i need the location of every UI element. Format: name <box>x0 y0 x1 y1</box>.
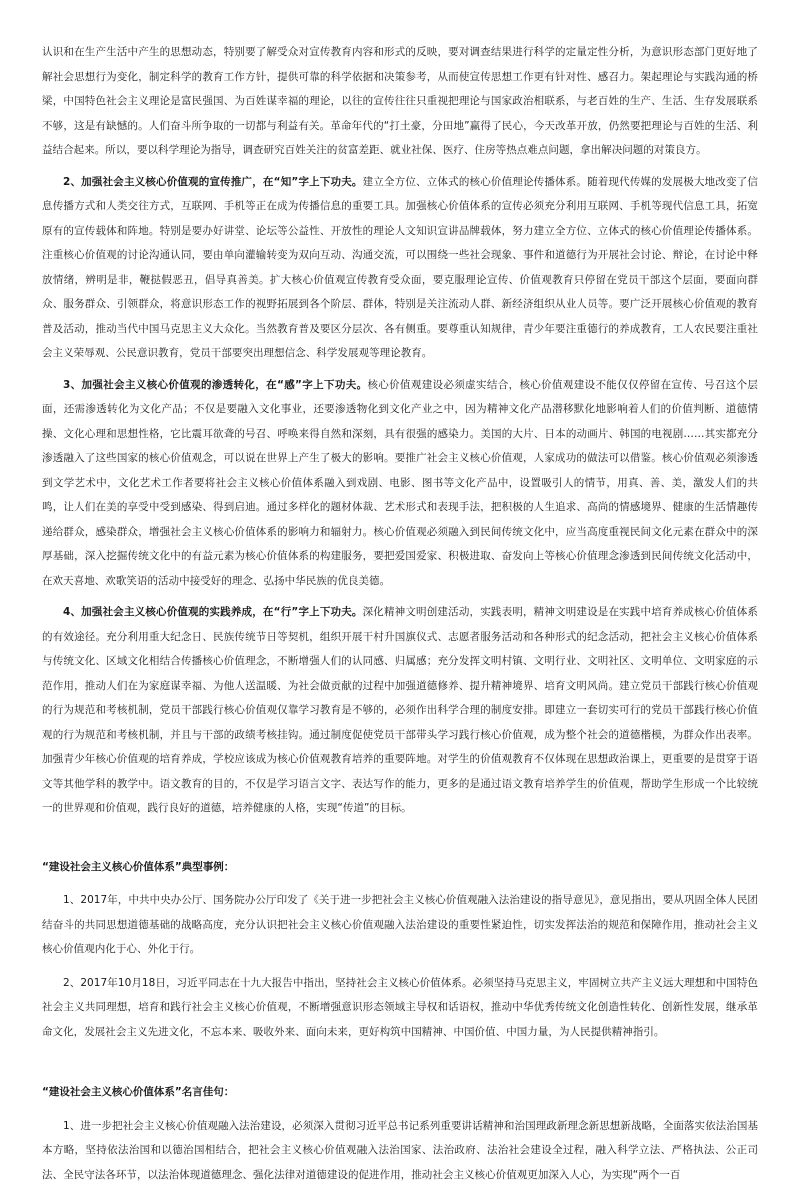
point-body-4: 深化精神文明创建活动，实践表明，精神文明建设是在实践中培育养成核心价值体系的有效途径。充分利用重大纪念日、民族传统节日等契机，组织开展干村升国旗仪式、志愿者服务活动和各种形式的纪念活动，把社会主义核心价值体系与传统文化、区域文化相结合传播核心价值理念，不断增强人们的认同感、归属感；充分发挥文明村镇、文明行业、文明社区、文明单位、文明家庭的示范作用，推动人们在为家庭谋幸福、为他人送温暖、为社会做贡献的过程中加强道德修养、提升精神境界、培育文明风尚。建立党员干部践行核心价值观的行为规范和考核机制，党员干部践行核心价值观仅靠学习教育是不够的，必须作出科学合理的制度安排。即建立一套切实可行的党员干部践行核心价值观的行为规范和考核机制，并且与干部的政绩考核挂钩。通过制度促使党员干部带头学习践行核心价值观，成为整个社会的道德楷模，为群众作出表率。加强青少年核心价值观的培育养成，学校应该成为核心价值观教育培养的重要阵地。对学生的价值观教育不仅体现在思想政治课上，更重要的是贯穿于语文等其他学科的教学中。语文教育的目的，不仅是学习语言文字、表达写作的能力，更多的是通过语文教育培养学生的价值观，帮助学生形成一个比较统一的世界观和价值观，践行良好的道德，培养健康的人格，实现“传道”的目标。 <box>42 606 758 814</box>
quotes-section-heading: “建设社会主义核心价值体系”名言佳句： <box>42 1080 758 1105</box>
case-item-1: 1、2017年，中共中央办公厅、国务院办公厅印发了《关于进一步把社会主义核心价值观融入法治建设的指导意见》，意见指出，要从巩固全体人民团结奋斗的共同思想道德基础的战略高度，充分认识把社会主义核心价值观融入法治建设的重要性紧迫性，切实发挥法治的规范和保障作用，推动社会主义核心价值观内化于心、外化于行。 <box>42 888 758 962</box>
point-title-2: 2、加强社会主义核心价值观的宣传推广，在“知”字上下功夫。 <box>63 176 363 188</box>
quote-item-1: 1、进一步把社会主义核心价值观融入法治建设，必须深入贯彻习近平总书记系列重要讲话精神和治国理政新理念新思想新战略，全面落实依法治国基本方略，坚持依法治国和以德治国相结合，把社会主义核心价值观融入法治国家、法治政府、法治社会建设全过程，融入科学立法、严格执法、公正司法、全民守法各环节，以法治体现道德理念、强化法律对道德建设的促进作用，推动社会主义核心价值观更加深入人心，为实现“两个一百 <box>42 1114 758 1187</box>
point-body-2: 建立全方位、立体式的核心价值理论传播体系。随着现代传媒的发展极大地改变了信息传播方式和人类交往方式，互联网、手机等正在成为传播信息的重要工具。加强核心价值体系的宣传必须充分利用互联网、手机等现代信息工具，拓宽原有的宣传载体和阵地。特别是要办好讲堂、论坛等公益性、开放性的理论人文知识宣讲品牌载体，努力建立全方位、立体式的核心价值理论传播体系。注重核心价值观的讨论沟通认同，要由单向灌输转变为双向互动、沟通交流，可以围绕一些社会现象、事件和道德行为开展社会讨论、辩论，在讨论中释放情绪，辨明是非，鞭挞假恶丑，倡导真善美。扩大核心价值观宣传教育受众面，要克服理论宣传、价值观教育只停留在党员干部这个层面，要面向群众、服务群众、引领群众，将意识形态工作的视野拓展到各个阶层、群体，特别是关注流动人群、新经济组织从业人员等。要广泛开展核心价值观的教育普及活动，推动当代中国马克思主义大众化。当然教育普及要区分层次、各有侧重。要尊重认知规律，青少年要注重德行的养成教育，工人农民要注重社会主义荣辱观、公民意识教育，党员干部要突出理想信念、科学发展观等理论教育。 <box>42 176 758 360</box>
point-paragraph-3 <box>42 373 758 594</box>
intro-paragraph: 认识和在生产生活中产生的思想动态，特别要了解受众对宣传教育内容和形式的反映，要对调查结果进行科学的定量定性分析，为意识形态部门更好地了解社会思想行为变化，制定科学的教育工作方针，提供可靠的科学依据和决策参考，从而使宣传思想工作更有针对性、感召力。架起理论与实践沟通的桥梁，中国特色社会主义理论是富民强国、为百姓谋幸福的理论，以往的宣传往往只重视把理论与国家政治相联系，与老百姓的生产、生活、生存发展联系不够，这是有缺憾的。人们奋斗所争取的一切都与利益有关。革命年代的“打土豪，分田地”赢得了民心，今天改革开放，仍然要把理论与百姓的生活、利益结合起来。所以，要以科学理论为指导，调查研究百姓关注的贫富差距、就业社保、医疗、住房等热点难点问题，拿出解决问题的对策良方。 <box>42 40 758 163</box>
document-page <box>42 40 758 1187</box>
point-title-3: 3、加强社会主义核心价值观的渗透转化，在“感”字上下功夫。 <box>63 379 367 391</box>
case-item-2: 2、2017年10月18日，习近平同志在十九大报告中指出，坚持社会主义核心价值体系。必须坚持马克思主义，牢固树立共产主义远大理想和中国特色社会主义共同理想，培育和践行社会主义核心价值观，不断增强意识形态领域主导权和话语权，推动中华优秀传统文化创造性转化、创新性发展，继承革命文化，发展社会主义先进文化，不忘本来、吸收外来、面向未来，更好构筑中国精神、中国价值、中国力量，为人民提供精神指引。 <box>42 971 758 1045</box>
point-paragraph-2 <box>42 170 758 366</box>
point-paragraph-4 <box>42 600 758 821</box>
cases-section-heading: “建设社会主义核心价值体系”典型事例： <box>42 855 758 880</box>
point-body-3: 核心价值观建设必须虚实结合，核心价值观建设不能仅仅停留在宣传、号召这个层面，还需渗透转化为文化产品；不仅是要融入文化事业，还要渗透物化到文化产业之中，因为精神文化产品潜移默化地影响着人们的价值判断、道德情操、文化心理和思想性格，它比震耳欲聋的号召、呼唤来得自然和深刻，具有很强的感染力。美国的大片、日本的动画片、韩国的电视剧……其实都充分渗透融入了这些国家的核心价值观念，可以说在世界上产生了极大的影响。要推广社会主义核心价值观，人家成功的做法可以借鉴。核心价值观必须渗透到文学艺术中，文化艺术工作者要将社会主义核心价值体系融入到戏剧、电影、图书等文化产品中，设置吸引人的情节，用真、善、美，激发人们的共鸣，让人们在美的享受中受到感染、得到启迪。通过多样化的题材体裁、艺术形式和表现手法，把积极的人生追求、高尚的情感境界、健康的生活情趣传递给群众，感染群众，增强社会主义核心价值体系的影响力和辐射力。核心价值观必须融入到民间传统文化中，应当高度重视民间文化元素在群众中的深厚基础，深入挖掘传统文化中的有益元素为核心价值体系的构建服务，要把爱国爱家、积极进取、奋发向上等核心价值理念渗透到民间传统文化活动中，在欢天喜地、欢歌笑语的活动中接受好的理念、弘扬中华民族的优良美德。 <box>42 379 758 587</box>
point-title-4: 4、加强社会主义核心价值观的实践养成，在“行”字上下功夫。 <box>63 606 363 618</box>
